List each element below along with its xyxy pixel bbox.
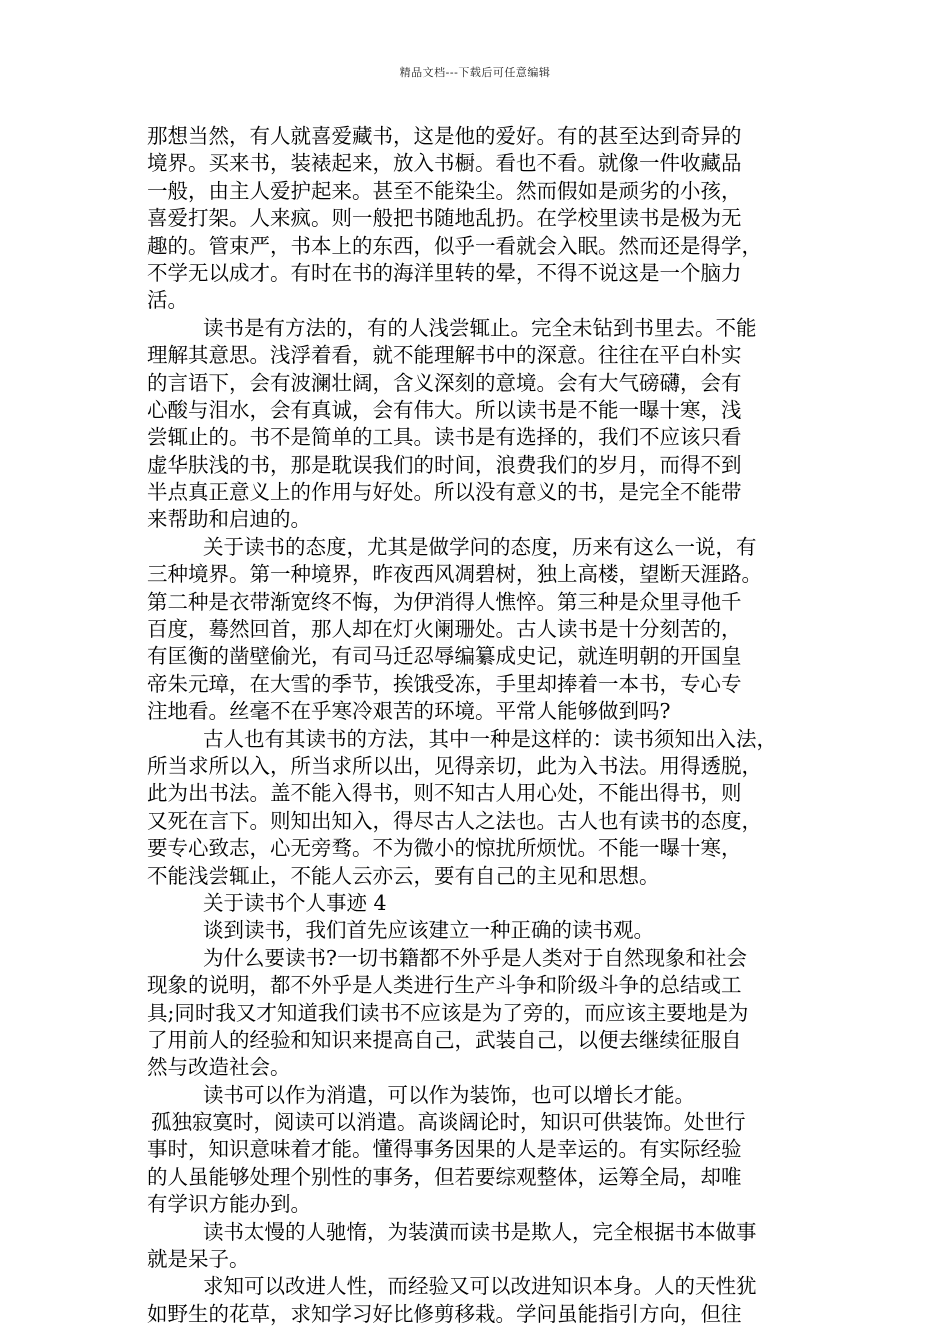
text-line: 心酸与泪水，会有真诚，会有伟大。所以读书是不能一曝十寒，浅 [147,397,742,422]
text-line: 要专心致志，心无旁骛。不为微小的惊扰所烦忧。不能一曝十寒， [147,836,742,861]
document-body [147,123,807,1328]
text-line: 所当求所以入，所当求所以出，见得亲切，此为入书法。用得透脱， [147,753,762,778]
text-line: 读书可以作为消遣，可以作为装饰，也可以增长才能。 [203,1082,695,1107]
text-line: 然与改造社会。 [147,1055,291,1080]
text-line: 尝辄止的。书不是简单的工具。读书是有选择的，我们不应该只看 [147,425,742,450]
text-line: 的言语下，会有波澜壮阔，含义深刻的意境。会有大气磅礴，会有 [147,370,742,395]
text-line: 孤独寂寞时，阅读可以消遣。高谈阔论时，知识可供装饰。处世行 [151,1110,746,1135]
text-line: 喜爱打架。人来疯。则一般把书随地乱扔。在学校里读书是极为无 [147,206,742,231]
text-line: 不能浅尝辄止，不能人云亦云，要有自己的主见和思想。 [147,863,660,888]
text-line: 不学无以成才。有时在书的海洋里转的晕，不得不说这是一个脑力 [147,260,742,285]
text-line: 关于读书的态度，尤其是做学问的态度，历来有这么一说，有 [203,534,757,559]
text-line: 为什么要读书?一切书籍都不外乎是人类对于自然现象和社会 [203,945,747,970]
text-line: 了用前人的经验和知识来提高自己，武装自己，以便去继续征服自 [147,1027,742,1052]
text-line: 现象的说明，都不外乎是人类进行生产斗争和阶级斗争的总结或工 [147,973,742,998]
text-line: 帝朱元璋，在大雪的季节，挨饿受冻，手里却捧着一本书，专心专 [147,671,742,696]
text-line: 有学识方能办到。 [147,1192,311,1217]
text-line: 境界。买来书，装裱起来，放入书橱。看也不看。就像一件收藏品 [147,151,742,176]
text-line: 又死在言下。则知出知入，得尽古人之法也。古人也有读书的态度， [147,808,762,833]
text-line: 就是呆子。 [147,1247,250,1272]
text-line: 此为出书法。盖不能入得书，则不知古人用心处，不能出得书，则 [147,781,742,806]
text-line: 注地看。丝毫不在乎寒冷艰苦的环境。平常人能够做到吗? [147,699,671,724]
text-line: 第二种是衣带渐宽终不悔，为伊消得人憔悴。第三种是众里寻他千 [147,589,742,614]
text-line: 半点真正意义上的作用与好处。所以没有意义的书，是完全不能带 [147,480,742,505]
text-line: 那想当然，有人就喜爱藏书，这是他的爱好。有的甚至达到奇异的 [147,124,742,148]
text-line: 读书是有方法的，有的人浅尝辄止。完全未钻到书里去。不能 [203,315,757,340]
text-line: 活。 [147,288,188,313]
text-line: 事时，知识意味着才能。懂得事务因果的人是幸运的。有实际经验 [147,1137,742,1162]
text-line: 虚华肤浅的书，那是耽误我们的时间，浪费我们的岁月，而得不到 [147,452,742,477]
text-line: 如野生的花草，求知学习好比修剪移栽。学问虽能指引方向，但往 [147,1301,742,1326]
text-line: 三种境界。第一种境界，昨夜西风凋碧树，独上高楼，望断天涯路。 [147,562,762,587]
text-line: 有匡衡的凿壁偷光，有司马迁忍辱编纂成史记，就连明朝的开国皇 [147,644,742,669]
text-line: 具;同时我又才知道我们读书不应该是为了旁的，而应该主要地是为 [147,1000,749,1025]
text-line: 来帮助和启迪的。 [147,507,311,532]
text-line: 理解其意思。浅浮着看，就不能理解书中的深意。往往在平白朴实 [147,343,742,368]
page-header: 精品文档---下载后可任意编辑 [399,66,551,79]
text-line: 谈到读书，我们首先应该建立一种正确的读书观。 [203,918,654,943]
text-line: 的人虽能够处理个别性的事务，但若要综观整体，运筹全局，却唯 [147,1164,742,1189]
text-line: 古人也有其读书的方法，其中一种是这样的：读书须知出入法， [203,726,777,751]
text-line: 百度，蓦然回首，那人却在灯火阑珊处。古人读书是十分刻苦的， [147,617,742,642]
text-line: 一般，由主人爱护起来。甚至不能染尘。然而假如是顽劣的小孩， [147,178,742,203]
text-line: 求知可以改进人性，而经验又可以改进知识本身。人的天性犹 [203,1274,757,1299]
text-line: 读书太慢的人驰惰，为装潢而读书是欺人，完全根据书本做事 [203,1219,757,1244]
text-line: 趣的。管束严，书本上的东西，似乎一看就会入眠。然而还是得学， [147,233,762,258]
text-line: 关于读书个人事迹 4 [203,890,387,915]
